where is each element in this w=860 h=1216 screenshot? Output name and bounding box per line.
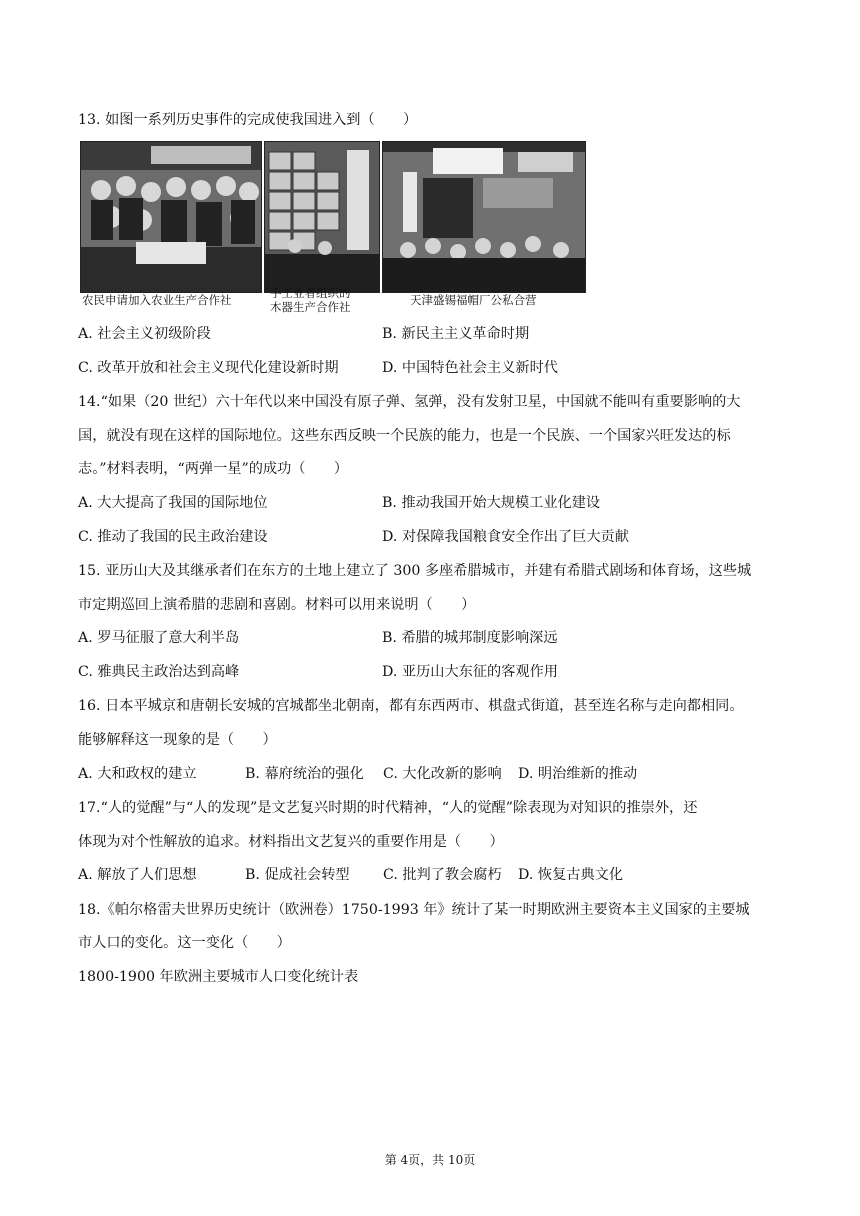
q15-option-d: D. 亚历山大东征的客观作用 [382,664,558,680]
photo-farmers-cooperative [80,141,262,293]
caption-handicraft-2: 木器生产合作社 [270,300,351,314]
q16-stem-line-1: 16. 日本平城京和唐朝长安城的宫城都坐北朝南，都有东西两市、棋盘式街道，甚至连名称与走向都相同。 [78,698,744,714]
q17-option-a: A. 解放了人们思想 [78,867,197,883]
q17-option-b: B. 促成社会转型 [245,867,350,883]
page-number: 第 4页，共 10页 [384,1153,476,1167]
q14-stem-line-1: 14.“如果（20 世纪）六十年代以来中国没有原子弹、氢弹，没有发射卫星，中国就不能叫有重要影响的大 [78,394,741,410]
q14-option-b: B. 推动我国开始大规模工业化建设 [382,495,601,511]
caption-farmers: 农民申请加入农业生产合作社 [82,293,232,307]
photo-hat-factory-joint-venture [382,141,586,293]
q15-option-b: B. 希腊的城邦制度影响深远 [382,630,558,646]
q15-stem-line-1: 15. 亚历山大及其继承者们在东方的土地上建立了 300 多座希腊城市，并建有希腊式剧场和体育场，这些城 [78,563,752,579]
q16-option-d: D. 明治维新的推动 [518,766,638,782]
q13-option-a: A. 社会主义初级阶段 [78,326,211,342]
q15-option-c: C. 雅典民主政治达到高峰 [78,664,240,680]
q17-option-c: C. 批判了教会腐朽 [383,867,502,883]
q18-table-title: 1800-1900 年欧洲主要城市人口变化统计表 [78,969,359,985]
q15-stem-line-2: 市定期巡回上演希腊的悲剧和喜剧。材料可以用来说明（ ） [78,597,476,613]
q13-stem: 13. 如图一系列历史事件的完成使我国进入到（ ） [78,112,418,128]
caption-handicraft-1: 手工业者组织的 [270,286,351,300]
q17-option-d: D. 恢复古典文化 [518,867,624,883]
q13-option-c: C. 改革开放和社会主义现代化建设新时期 [78,360,339,376]
q16-option-c: C. 大化改新的影响 [383,766,502,782]
q16-option-a: A. 大和政权的建立 [78,766,197,782]
q16-option-b: B. 幕府统治的强化 [245,766,364,782]
caption-hat-factory: 天津盛锡福帽厂公私合营 [410,293,537,307]
q14-option-a: A. 大大提高了我国的国际地位 [78,495,268,511]
q17-stem-line-1: 17.“人的觉醒”与“人的发现”是文艺复兴时期的时代精神，“人的觉醒”除表现为对知识的推崇外，还 [78,800,698,816]
q17-stem-line-2: 体现为对个性解放的追求。材料指出文艺复兴的重要作用是（ ） [78,834,504,850]
q16-stem-line-2: 能够解释这一现象的是（ ） [78,732,277,748]
q18-stem-line-2: 市人口的变化。这一变化（ ） [78,935,291,951]
q14-option-c: C. 推动了我国的民主政治建设 [78,529,268,545]
q14-stem-line-2: 国，就没有现在这样的国际地位。这些东西反映一个民族的能力，也是一个民族、一个国家兴旺发达的标 [78,428,731,444]
q13-option-b: B. 新民主主义革命时期 [382,326,530,342]
q15-option-a: A. 罗马征服了意大利半岛 [78,630,240,646]
photo-handicraft-cooperative [264,141,380,293]
q14-option-d: D. 对保障我国粮食安全作出了巨大贡献 [382,529,629,545]
q18-stem-line-1: 18.《帕尔格雷夫世界历史统计（欧洲卷）1750-1993 年》统计了某一时期欧洲主要资本主义国家的主要城 [78,902,750,918]
q14-stem-line-3: 志。”材料表明，“两弹一星”的成功（ ） [78,461,349,477]
q13-option-d: D. 中国特色社会主义新时代 [382,360,558,376]
q13-photo-strip [80,141,586,317]
